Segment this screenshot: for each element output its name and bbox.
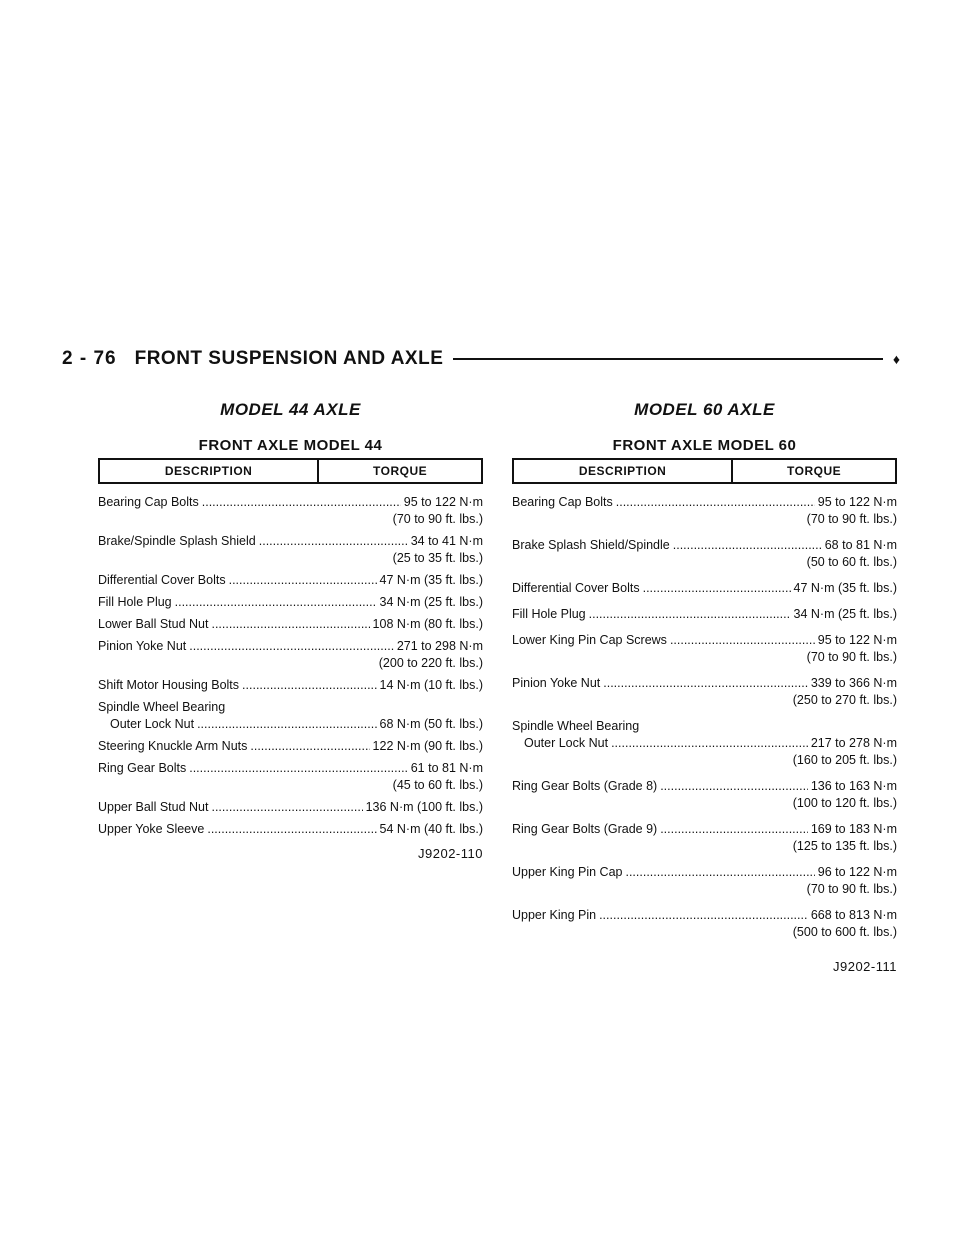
section-title: MODEL 44 AXLE: [220, 400, 361, 419]
row-torque-ftlbs: (200 to 220 ft. lbs.): [378, 656, 483, 670]
row-description: Shift Motor Housing Bolts: [98, 678, 240, 692]
row-torque: 668 to 813 N·m: [810, 908, 897, 922]
row-torque: 95 to 122 N·m: [817, 633, 897, 647]
table-row: [512, 864, 897, 898]
table-row: [98, 699, 483, 733]
row-description-cont: Outer Lock Nut: [110, 717, 195, 731]
row-description: Differential Cover Bolts: [512, 581, 640, 595]
row-torque: 47 N·m (35 ft. lbs.): [379, 573, 483, 587]
table-caption: FRONT AXLE MODEL 60: [612, 437, 797, 454]
figure-id: J9202-110: [418, 846, 483, 861]
col-description: DESCRIPTION: [514, 460, 733, 482]
col-description: DESCRIPTION: [100, 460, 319, 482]
row-torque-ftlbs: (500 to 600 ft. lbs.): [792, 925, 897, 939]
row-torque-ftlbs: (125 to 135 ft. lbs.): [792, 839, 897, 853]
row-description: Bearing Cap Bolts: [512, 495, 613, 509]
table-row: [98, 677, 483, 694]
row-description: Upper King Pin Cap: [512, 865, 623, 879]
table-row: [512, 632, 897, 666]
row-description: Ring Gear Bolts (Grade 9): [512, 822, 658, 836]
leader-dots: [189, 638, 394, 655]
table-row: [98, 638, 483, 672]
row-torque: 68 N·m (50 ft. lbs.): [379, 717, 483, 731]
row-torque: 47 N·m (35 ft. lbs.): [793, 581, 897, 595]
row-torque: 136 N·m (100 ft. lbs.): [365, 800, 483, 814]
leader-dots: [259, 533, 408, 550]
row-torque-ftlbs: (70 to 90 ft. lbs.): [392, 512, 483, 526]
row-description: Spindle Wheel Bearing: [98, 700, 226, 714]
table-row: [98, 821, 483, 838]
table-row: [512, 907, 897, 941]
table-row: [512, 718, 897, 769]
table-row: [512, 606, 897, 623]
row-torque: 217 to 278 N·m: [810, 736, 897, 750]
row-torque: 34 N·m (25 ft. lbs.): [379, 595, 483, 609]
leader-dots: [207, 821, 376, 838]
col-torque: TORQUE: [373, 464, 428, 478]
leader-dots: [229, 572, 377, 589]
row-description: Steering Knuckle Arm Nuts: [98, 739, 248, 753]
table-row: [98, 616, 483, 633]
row-torque-ftlbs: (70 to 90 ft. lbs.): [806, 650, 897, 664]
table-row: [98, 738, 483, 755]
figure-id: J9202-111: [832, 959, 897, 974]
row-torque: 96 to 122 N·m: [817, 865, 897, 879]
leader-dots: [211, 616, 369, 633]
row-torque: 169 to 183 N·m: [810, 822, 897, 836]
row-torque-ftlbs: (100 to 120 ft. lbs.): [792, 796, 897, 810]
row-torque: 68 to 81 N·m: [824, 538, 897, 552]
row-description: Lower King Pin Cap Screws: [512, 633, 667, 647]
torque-rows: [512, 494, 897, 941]
col-torque: TORQUE: [787, 464, 842, 478]
diamond-icon: ♦: [892, 351, 900, 367]
row-torque-ftlbs: (45 to 60 ft. lbs.): [392, 778, 483, 792]
table-row: [512, 675, 897, 709]
leader-dots: [189, 760, 408, 777]
row-description: Fill Hole Plug: [98, 595, 172, 609]
leader-dots: [603, 675, 808, 692]
row-description: Brake/Spindle Splash Shield: [98, 534, 256, 548]
leader-dots: [250, 738, 369, 755]
row-description: Lower Ball Stud Nut: [98, 617, 209, 631]
row-torque: 108 N·m (80 ft. lbs.): [372, 617, 483, 631]
table-row: [512, 821, 897, 855]
leader-dots: [211, 799, 362, 816]
leader-dots: [616, 494, 815, 511]
table-row: [98, 494, 483, 528]
table-row: [98, 572, 483, 589]
table-caption: FRONT AXLE MODEL 44: [198, 437, 383, 454]
leader-dots: [175, 594, 377, 611]
row-torque-ftlbs: (70 to 90 ft. lbs.): [806, 512, 897, 526]
page-number: 2 - 76: [62, 348, 117, 369]
row-torque-ftlbs: (25 to 35 ft. lbs.): [392, 551, 483, 565]
table-row: [512, 494, 897, 528]
row-description: Ring Gear Bolts: [98, 761, 187, 775]
leader-dots: [197, 716, 376, 733]
leader-dots: [611, 735, 808, 752]
leader-dots: [660, 778, 808, 795]
model-60-section: [512, 400, 897, 974]
row-torque: 34 to 41 N·m: [410, 534, 483, 548]
row-description-cont: Outer Lock Nut: [524, 736, 609, 750]
row-torque: 136 to 163 N·m: [810, 779, 897, 793]
row-torque: 14 N·m (10 ft. lbs.): [379, 678, 483, 692]
page-header: [62, 346, 900, 372]
row-description: Spindle Wheel Bearing: [512, 719, 640, 733]
torque-rows: [98, 494, 483, 838]
row-description: Brake Splash Shield/Spindle: [512, 538, 670, 552]
row-torque-ftlbs: (160 to 205 ft. lbs.): [792, 753, 897, 767]
row-torque: 271 to 298 N·m: [396, 639, 483, 653]
table-row: [98, 594, 483, 611]
table-header: [512, 458, 897, 484]
row-description: Upper King Pin: [512, 908, 597, 922]
leader-dots: [670, 632, 815, 649]
row-description: Upper Ball Stud Nut: [98, 800, 209, 814]
leader-dots: [202, 494, 401, 511]
table-row: [98, 533, 483, 567]
row-torque-ftlbs: (70 to 90 ft. lbs.): [806, 882, 897, 896]
table-row: [98, 799, 483, 816]
row-description: Ring Gear Bolts (Grade 8): [512, 779, 658, 793]
leader-dots: [625, 864, 814, 881]
leader-dots: [242, 677, 376, 694]
leader-dots: [643, 580, 791, 597]
table-row: [98, 760, 483, 794]
row-description: Differential Cover Bolts: [98, 573, 226, 587]
header-rule: [453, 358, 882, 360]
table-header: [98, 458, 483, 484]
table-row: [512, 580, 897, 597]
row-description: Fill Hole Plug: [512, 607, 586, 621]
table-row: [512, 778, 897, 812]
row-torque: 61 to 81 N·m: [410, 761, 483, 775]
row-torque: 54 N·m (40 ft. lbs.): [379, 822, 483, 836]
row-description: Pinion Yoke Nut: [98, 639, 187, 653]
row-torque: 122 N·m (90 ft. lbs.): [372, 739, 483, 753]
row-torque-ftlbs: (50 to 60 ft. lbs.): [806, 555, 897, 569]
model-44-section: [98, 400, 483, 861]
row-description: Bearing Cap Bolts: [98, 495, 199, 509]
leader-dots: [589, 606, 791, 623]
row-torque: 339 to 366 N·m: [810, 676, 897, 690]
row-torque: 95 to 122 N·m: [817, 495, 897, 509]
leader-dots: [599, 907, 808, 924]
row-description: Pinion Yoke Nut: [512, 676, 601, 690]
chapter-title: FRONT SUSPENSION AND AXLE: [134, 348, 444, 369]
row-description: Upper Yoke Sleeve: [98, 822, 205, 836]
table-row: [512, 537, 897, 571]
section-title: MODEL 60 AXLE: [634, 400, 775, 419]
row-torque-ftlbs: (250 to 270 ft. lbs.): [792, 693, 897, 707]
leader-dots: [660, 821, 808, 838]
row-torque: 34 N·m (25 ft. lbs.): [793, 607, 897, 621]
leader-dots: [673, 537, 822, 554]
row-torque: 95 to 122 N·m: [403, 495, 483, 509]
